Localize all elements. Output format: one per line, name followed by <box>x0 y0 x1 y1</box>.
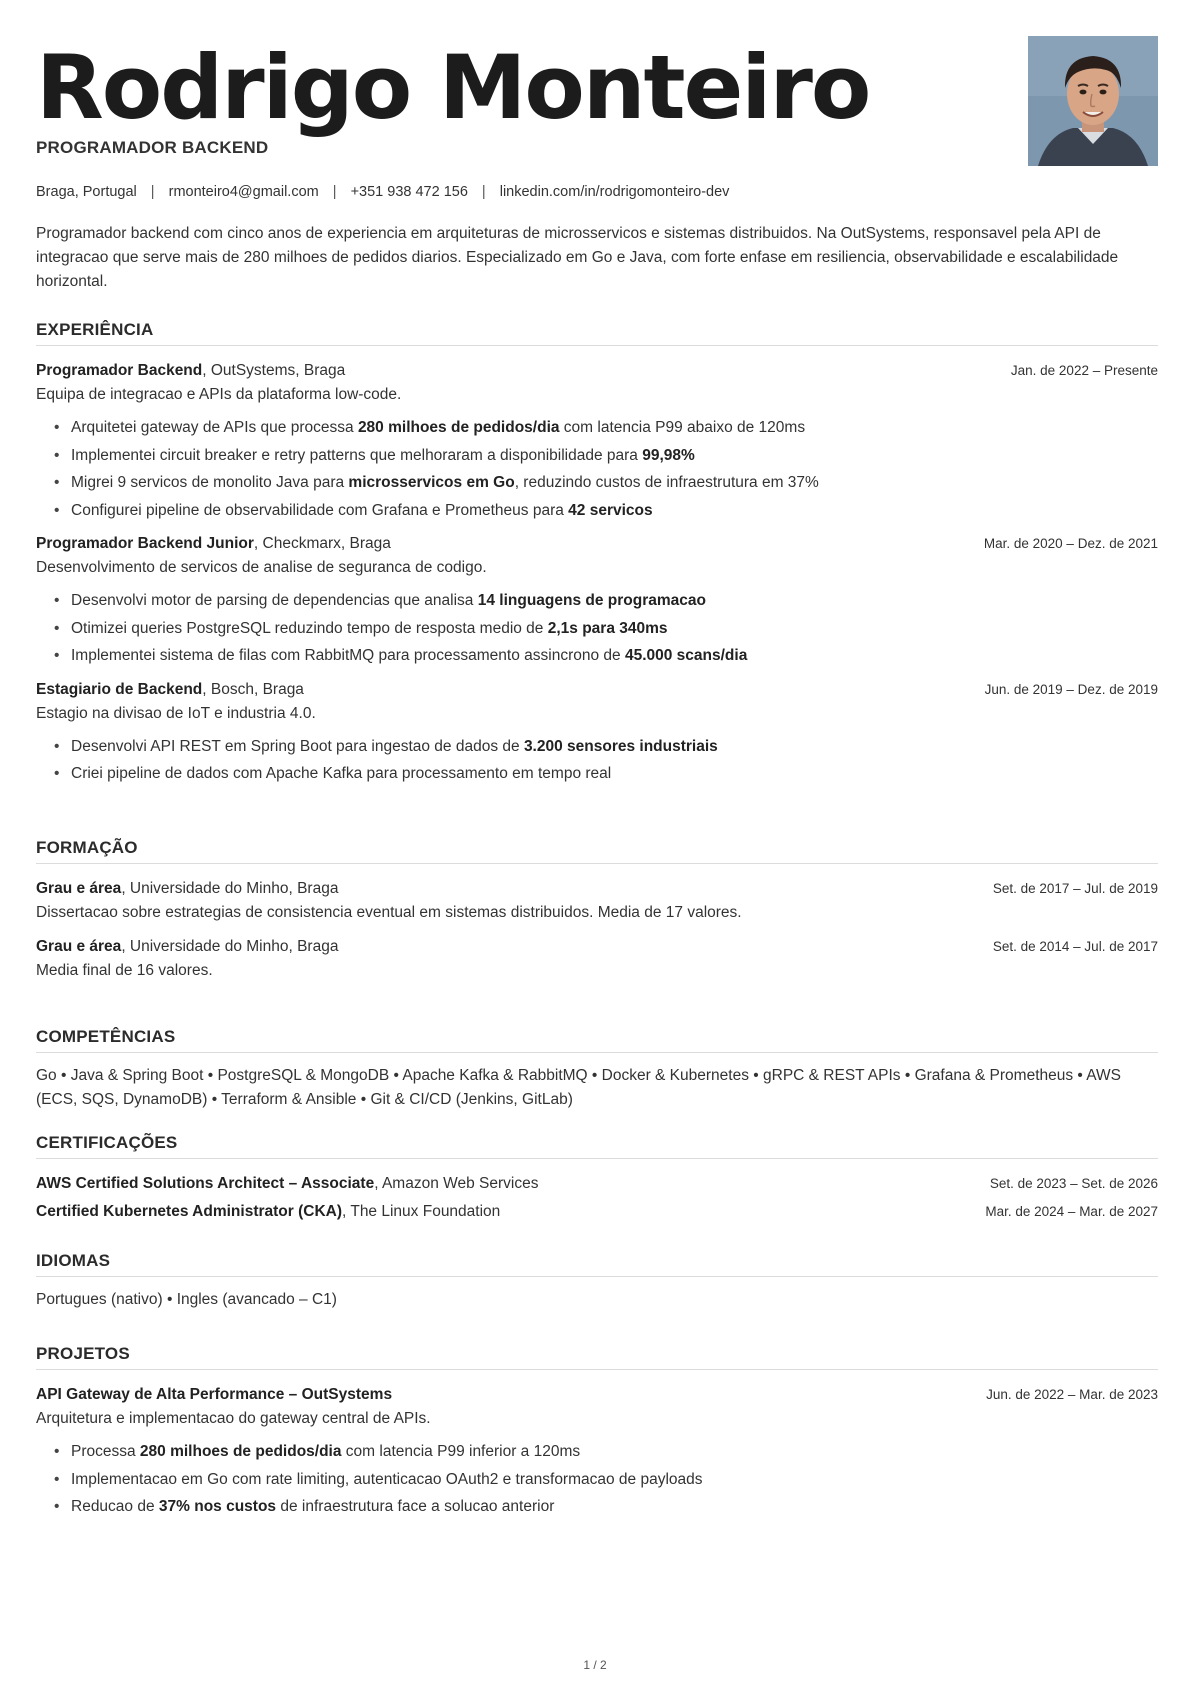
section-title-skills: COMPETÊNCIAS <box>36 1027 1158 1053</box>
page-number: 1 / 2 <box>583 1658 607 1672</box>
bullet-item <box>54 1493 1158 1521</box>
entry-item <box>36 533 1158 670</box>
contact-phone[interactable]: +351 938 472 156 <box>350 184 468 200</box>
bullet-text: Desenvolvi motor de parsing de dependencias que analisa <box>71 592 478 609</box>
bullet-item <box>54 497 1158 525</box>
entry-title-line <box>36 1384 392 1406</box>
bullet-highlight: 3.200 sensores industriais <box>523 737 718 755</box>
entry-date: Mar. de 2020 – Dez. de 2021 <box>983 536 1158 551</box>
entry-description: Equipa de integracao e APIs da plataforma low-code. <box>36 386 402 403</box>
section-title-education: FORMAÇÃO <box>36 838 1158 864</box>
entry-title-line <box>36 679 304 701</box>
entry-item <box>36 936 1158 984</box>
entry-description: Dissertacao sobre estrategias de consistencia eventual em sistemas distribuidos. Media de 17 valores. <box>36 904 742 921</box>
bullet-text: Criei pipeline de dados com Apache Kafka para processamento em tempo real <box>71 765 612 782</box>
entry-item <box>36 1173 1158 1195</box>
entry-header <box>36 679 1158 701</box>
entry-position: Estagiario de Backend <box>36 680 203 698</box>
bullet-item <box>54 442 1158 470</box>
entry-title-line <box>36 936 338 958</box>
bullet-highlight: 14 linguagens de programacao <box>477 592 706 609</box>
section-title-experience: EXPERIÊNCIA <box>36 320 1158 346</box>
entry-date: Set. de 2023 – Set. de 2026 <box>989 1176 1158 1191</box>
contact-line <box>36 184 729 200</box>
bullet-text: Reducao de <box>71 1498 159 1515</box>
languages-section <box>36 1251 1158 1312</box>
entry-item <box>36 878 1158 926</box>
entry-bullets <box>54 587 1158 670</box>
entry-bullets <box>54 1438 1158 1521</box>
entry-date: Jun. de 2022 – Mar. de 2023 <box>986 1387 1158 1402</box>
candidate-role: PROGRAMADOR BACKEND <box>36 138 269 157</box>
section-title-projects: PROJETOS <box>36 1344 1158 1370</box>
entry-organization: , OutSystems, Braga <box>202 362 346 379</box>
entry-title-line <box>36 878 338 900</box>
education-list <box>36 878 1158 984</box>
bullet-text: Otimizei queries PostgreSQL reduzindo tempo de resposta medio de <box>71 619 548 637</box>
skills-section <box>36 1027 1158 1112</box>
entry-header <box>36 1201 1158 1223</box>
entry-header <box>36 1173 1158 1195</box>
bullet-text: Implementei sistema de filas com RabbitMQ para processamento assincrono de <box>71 647 625 664</box>
bullet-item <box>54 1438 1158 1466</box>
contact-separator: | <box>332 184 337 200</box>
entry-title-line <box>36 533 391 555</box>
profile-photo-image <box>1028 36 1158 166</box>
entry-date: Jan. de 2022 – Presente <box>1010 363 1158 378</box>
bullet-text: Arquitetei gateway de APIs que processa <box>71 419 358 436</box>
bullet-item <box>54 760 1158 788</box>
entry-description: Estagio na divisao de IoT e industria 4.0. <box>36 704 316 722</box>
entry-organization: , Universidade do Minho, Braga <box>121 938 339 955</box>
entry-organization: , Bosch, Braga <box>202 680 304 698</box>
entry-description: Arquitetura e implementacao do gateway central de APIs. <box>36 1410 431 1427</box>
entry-date: Jun. de 2019 – Dez. de 2019 <box>984 681 1158 697</box>
skills-list: Go • Java & Spring Boot • PostgreSQL & MongoDB • Apache Kafka & RabbitMQ • Docker & Kubernetes • gRPC & REST APIs • Grafana & Prometheus • AWS (ECS, SQS, DynamoDB) • Terraform & Ansible • Git & CI/CD (Jenkins, GitLab) <box>36 1067 1122 1108</box>
bullet-text: Implementei circuit breaker e retry patterns que melhoraram a disponibilidade para <box>71 446 643 464</box>
bullet-item <box>54 587 1158 615</box>
languages-list: Portugues (nativo) • Ingles (avancado – C1) <box>36 1291 337 1308</box>
experience-section <box>36 320 1158 797</box>
entry-organization: , The Linux Foundation <box>342 1203 501 1220</box>
entry-title-line <box>36 1173 538 1195</box>
entry-description: Media final de 16 valores. <box>36 962 213 979</box>
entry-bullets <box>54 414 1158 524</box>
bullet-item <box>54 469 1158 497</box>
section-title-certifications: CERTIFICAÇÕES <box>36 1133 1158 1159</box>
entry-item <box>36 360 1158 524</box>
bullet-text: com latencia P99 abaixo de 120ms <box>559 419 806 436</box>
bullet-item <box>54 1466 1158 1494</box>
bullet-item <box>54 642 1158 670</box>
entry-position: Programador Backend <box>36 362 203 379</box>
bullet-item <box>54 615 1158 643</box>
entry-item <box>36 679 1158 788</box>
entry-position: AWS Certified Solutions Architect – Associate <box>36 1175 375 1192</box>
entry-header <box>36 533 1158 555</box>
bullet-text: com latencia P99 inferior a 120ms <box>341 1443 581 1460</box>
bullet-text: Implementacao em Go com rate limiting, autenticacao OAuth2 e transformacao de payloads <box>71 1470 703 1488</box>
projects-section <box>36 1344 1158 1530</box>
bullet-highlight: microsservicos em Go <box>348 474 515 491</box>
entry-description: Desenvolvimento de servicos de analise de seguranca de codigo. <box>36 559 487 576</box>
contact-separator: | <box>150 184 155 200</box>
entry-organization: , Universidade do Minho, Braga <box>121 880 339 897</box>
bullet-item <box>54 733 1158 761</box>
contact-linkedin[interactable]: linkedin.com/in/rodrigomonteiro-dev <box>499 184 730 200</box>
entry-position: Grau e área <box>36 938 122 955</box>
entry-position: Programador Backend Junior <box>36 535 254 552</box>
bullet-highlight: 2,1s para 340ms <box>547 619 668 637</box>
entry-header <box>36 878 1158 900</box>
entry-date: Mar. de 2024 – Mar. de 2027 <box>985 1204 1158 1219</box>
certifications-section <box>36 1133 1158 1229</box>
bullet-highlight: 42 servicos <box>568 501 653 519</box>
entry-position: API Gateway de Alta Performance – OutSystems <box>36 1386 393 1403</box>
entry-bullets <box>54 733 1158 788</box>
entry-organization: , Checkmarx, Braga <box>253 535 391 552</box>
entry-item <box>36 1384 1158 1521</box>
entry-header <box>36 1384 1158 1406</box>
contact-email[interactable]: rmonteiro4@gmail.com <box>168 184 319 200</box>
experience-list <box>36 360 1158 788</box>
bullet-highlight: 45.000 scans/dia <box>624 647 748 664</box>
bullet-text: Desenvolvi API REST em Spring Boot para ingestao de dados de <box>71 737 524 755</box>
bullet-text: Configurei pipeline de observabilidade com Grafana e Prometheus para <box>71 501 569 519</box>
entry-position: Certified Kubernetes Administrator (CKA) <box>36 1203 343 1220</box>
contact-location: Braga, Portugal <box>36 184 137 200</box>
bullet-highlight: 37% nos custos <box>158 1498 277 1515</box>
entry-header <box>36 936 1158 958</box>
bullet-text: , reduzindo custos de infraestrutura em 37% <box>514 474 819 491</box>
entry-item <box>36 1201 1158 1223</box>
entry-header <box>36 360 1158 382</box>
bullet-text: Migrei 9 servicos de monolito Java para <box>71 474 349 491</box>
profile-photo <box>1028 36 1158 166</box>
bullet-highlight: 280 milhoes de pedidos/dia <box>139 1443 342 1460</box>
professional-summary: Programador backend com cinco anos de experiencia em arquiteturas de microsservicos e sistemas distribuidos. Na OutSystems, responsavel pela API de integracao que serve mais de 280 milhoes de pedidos diarios. Especializado em Go e Java, com forte enfase em resiliencia, observabilidade e escalabilidade horizontal. <box>36 225 1119 290</box>
bullet-highlight: 99,98% <box>642 446 695 464</box>
entry-organization: , Amazon Web Services <box>374 1175 539 1192</box>
certifications-list <box>36 1173 1158 1223</box>
entry-title-line <box>36 360 345 382</box>
entry-title-line <box>36 1201 500 1223</box>
entry-date: Set. de 2017 – Jul. de 2019 <box>992 881 1158 896</box>
section-title-languages: IDIOMAS <box>36 1251 1158 1277</box>
education-section <box>36 838 1158 994</box>
bullet-highlight: 280 milhoes de pedidos/dia <box>357 419 560 436</box>
contact-separator: | <box>481 184 486 200</box>
entry-position: Grau e área <box>36 880 122 897</box>
bullet-text: de infraestrutura face a solucao anterior <box>276 1498 555 1515</box>
entry-date: Set. de 2014 – Jul. de 2017 <box>992 939 1158 954</box>
bullet-item <box>54 414 1158 442</box>
projects-list <box>36 1384 1158 1521</box>
candidate-name: Rodrigo Monteiro <box>36 36 870 139</box>
bullet-text: Processa <box>71 1443 140 1460</box>
